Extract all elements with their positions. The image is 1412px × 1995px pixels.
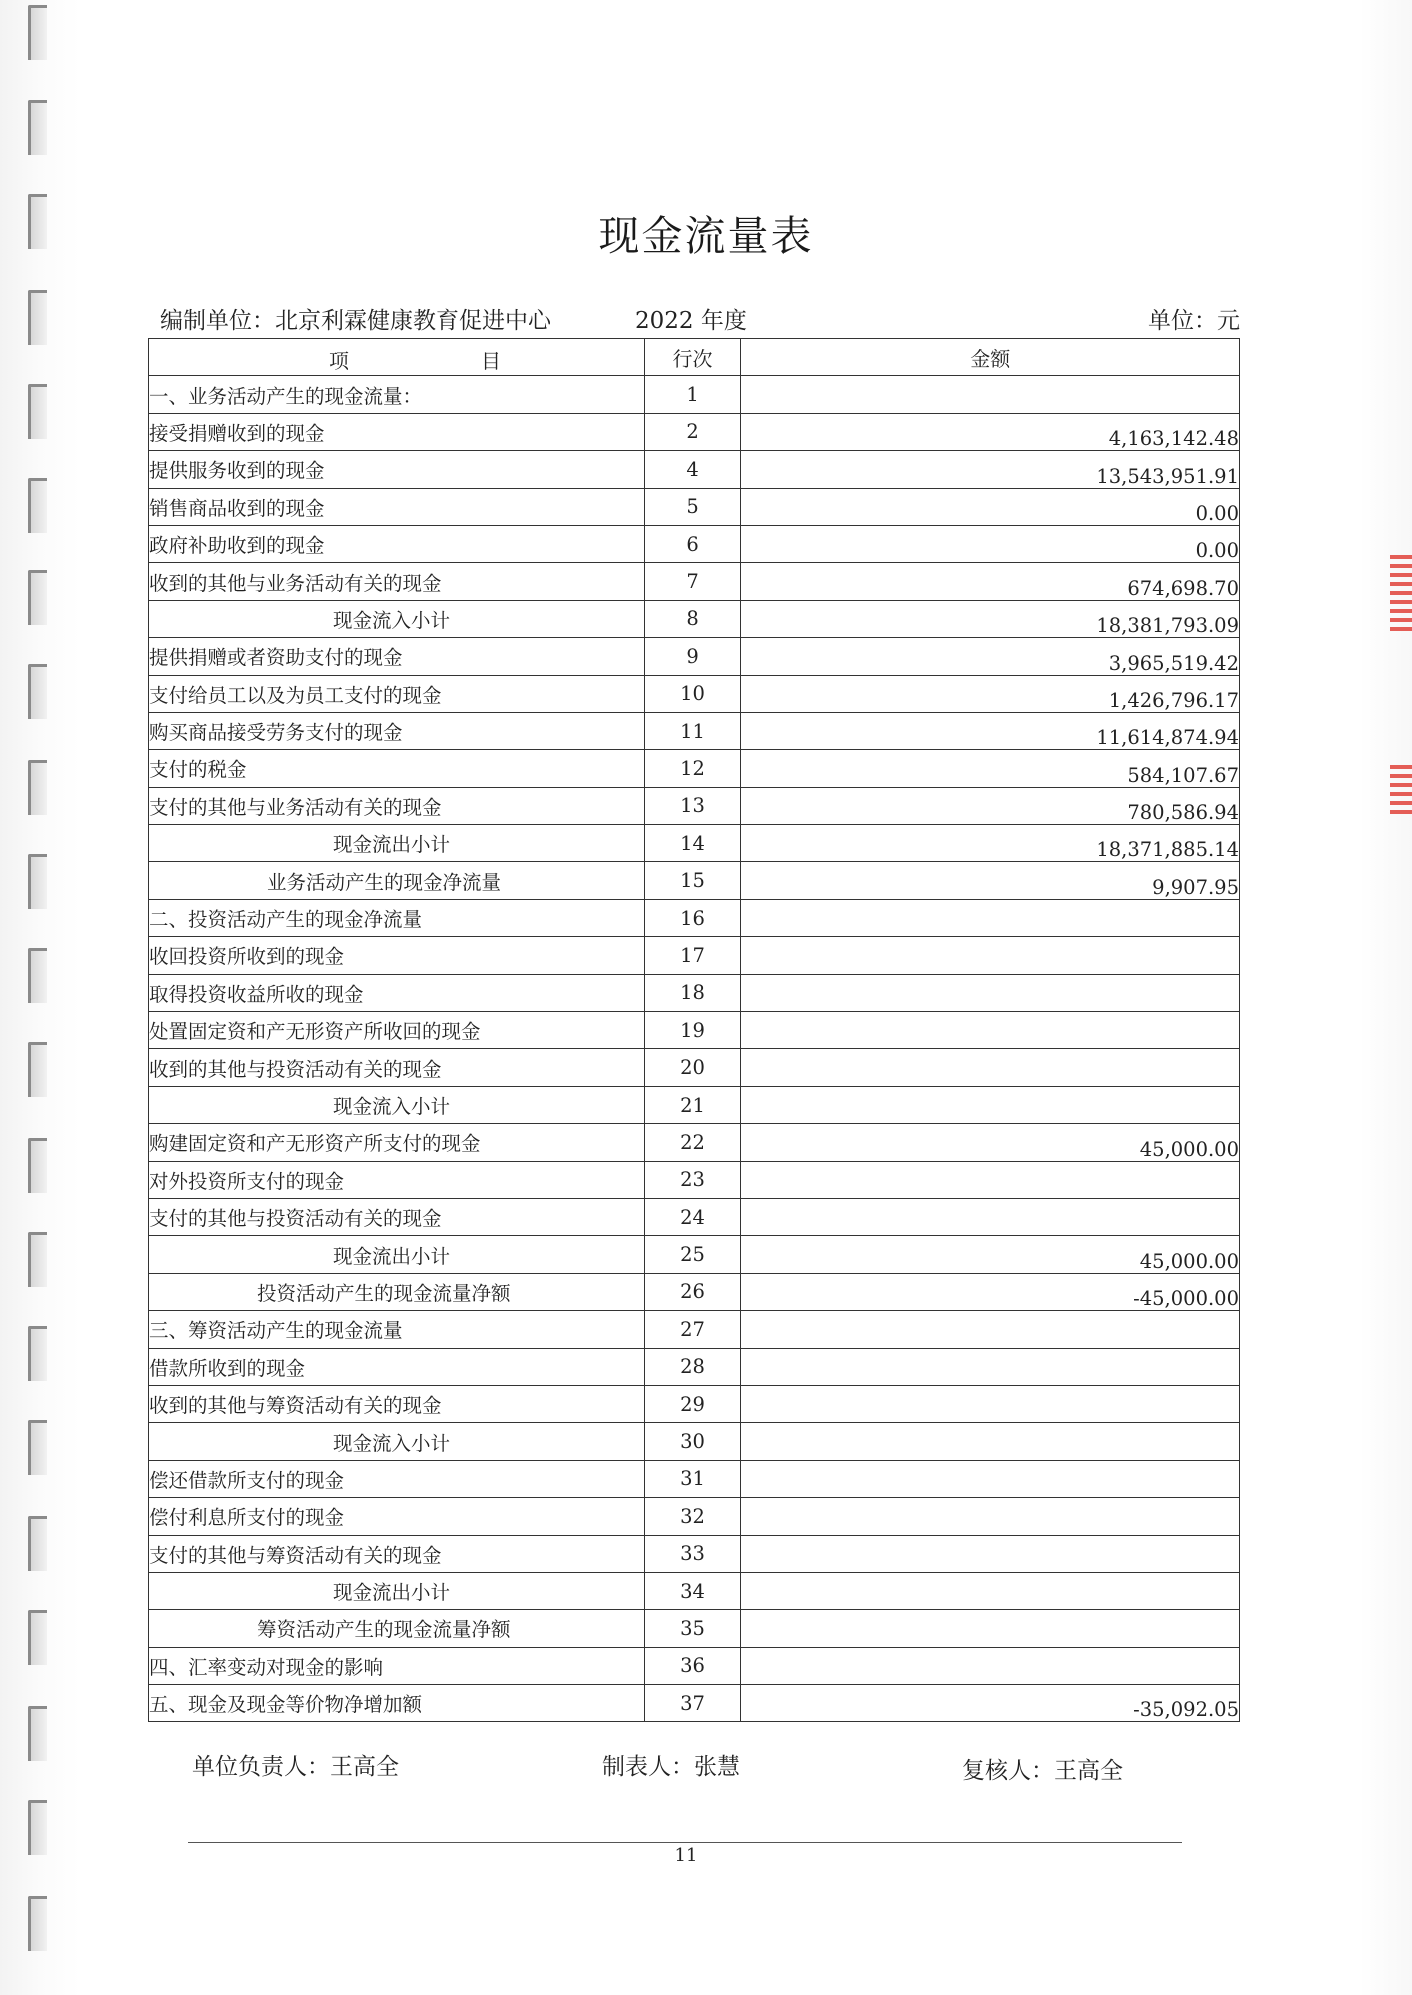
row-line-number: 36 xyxy=(644,1647,741,1684)
row-amount xyxy=(741,1161,1240,1198)
row-line-number: 17 xyxy=(644,937,741,974)
table-row xyxy=(149,675,1240,712)
row-amount: 1,426,796.17 xyxy=(741,675,1240,712)
table-row xyxy=(149,1685,1240,1722)
row-line-number: 19 xyxy=(644,1012,741,1049)
table-row xyxy=(149,376,1240,413)
table-row xyxy=(149,1198,1240,1235)
header-item xyxy=(149,339,645,376)
row-amount: 780,586.94 xyxy=(741,787,1240,824)
row-item-label: 销售商品收到的现金 xyxy=(149,488,645,525)
row-item-label: 支付的其他与业务活动有关的现金 xyxy=(149,787,645,824)
row-amount xyxy=(741,376,1240,413)
table-row xyxy=(149,563,1240,600)
row-item-label: 提供捐赠或者资助支付的现金 xyxy=(149,638,645,675)
row-line-number: 31 xyxy=(644,1460,741,1497)
row-amount xyxy=(741,899,1240,936)
row-amount xyxy=(741,1610,1240,1647)
table-row xyxy=(149,1610,1240,1647)
row-amount: -45,000.00 xyxy=(741,1273,1240,1310)
table-row xyxy=(149,1498,1240,1535)
row-item-label: 购建固定资和产无形资产所支付的现金 xyxy=(149,1124,645,1161)
footer-divider xyxy=(188,1842,1182,1843)
binding-hole-mark xyxy=(28,664,47,719)
table-row xyxy=(149,1012,1240,1049)
table-row xyxy=(149,1647,1240,1684)
row-item-label: 支付的其他与筹资活动有关的现金 xyxy=(149,1535,645,1572)
row-item-label: 收到的其他与筹资活动有关的现金 xyxy=(149,1385,645,1422)
row-item-label: 现金流入小计 xyxy=(149,1423,645,1460)
row-amount: 0.00 xyxy=(741,525,1240,562)
row-line-number: 1 xyxy=(644,376,741,413)
row-amount xyxy=(741,1498,1240,1535)
table-row xyxy=(149,1348,1240,1385)
row-line-number: 20 xyxy=(644,1049,741,1086)
row-item-label: 偿付利息所支付的现金 xyxy=(149,1498,645,1535)
table-row xyxy=(149,750,1240,787)
row-amount xyxy=(741,1423,1240,1460)
row-item-label: 二、投资活动产生的现金净流量 xyxy=(149,899,645,936)
row-item-label: 收回投资所收到的现金 xyxy=(149,937,645,974)
binding-hole-mark xyxy=(28,1138,47,1193)
row-item-label: 对外投资所支付的现金 xyxy=(149,1161,645,1198)
table-row xyxy=(149,1572,1240,1609)
row-item-label: 收到的其他与投资活动有关的现金 xyxy=(149,1049,645,1086)
binding-hole-mark xyxy=(28,5,47,60)
row-item-label: 收到的其他与业务活动有关的现金 xyxy=(149,563,645,600)
reviewer-signature: 复核人：王高全 xyxy=(962,1758,1123,1784)
preparer-signature: 制表人：张慧 xyxy=(602,1754,740,1780)
table-row xyxy=(149,1161,1240,1198)
table-row xyxy=(149,600,1240,637)
table-row xyxy=(149,787,1240,824)
row-amount xyxy=(741,1049,1240,1086)
row-item-label: 支付给员工以及为员工支付的现金 xyxy=(149,675,645,712)
row-amount: 45,000.00 xyxy=(741,1124,1240,1161)
row-amount xyxy=(741,1385,1240,1422)
row-line-number: 24 xyxy=(644,1198,741,1235)
organization-label: 编制单位：北京利霖健康教育促进中心 xyxy=(160,308,551,334)
row-amount xyxy=(741,1460,1240,1497)
row-item-label: 现金流出小计 xyxy=(149,825,645,862)
row-line-number: 8 xyxy=(644,600,741,637)
row-amount: 18,381,793.09 xyxy=(741,600,1240,637)
row-item-label: 支付的其他与投资活动有关的现金 xyxy=(149,1198,645,1235)
row-item-label: 支付的税金 xyxy=(149,750,645,787)
currency-unit-label: 单位：元 xyxy=(1148,308,1240,334)
table-row xyxy=(149,525,1240,562)
binding-hole-mark xyxy=(28,290,47,345)
row-amount: 674,698.70 xyxy=(741,563,1240,600)
row-line-number: 28 xyxy=(644,1348,741,1385)
table-row xyxy=(149,1273,1240,1310)
table-row xyxy=(149,1423,1240,1460)
row-amount: 4,163,142.48 xyxy=(741,413,1240,450)
binding-holes xyxy=(22,0,52,1995)
row-amount xyxy=(741,1535,1240,1572)
document-meta xyxy=(160,298,1240,338)
row-item-label: 处置固定资和产无形资产所收回的现金 xyxy=(149,1012,645,1049)
row-line-number: 13 xyxy=(644,787,741,824)
page-number: 11 xyxy=(674,1845,698,1866)
row-item-label: 现金流入小计 xyxy=(149,1086,645,1123)
signature-row xyxy=(0,1748,1412,1788)
binding-hole-mark xyxy=(28,1896,47,1951)
row-line-number: 34 xyxy=(644,1572,741,1609)
table-row xyxy=(149,1385,1240,1422)
binding-hole-mark xyxy=(28,1516,47,1571)
row-amount xyxy=(741,1572,1240,1609)
row-line-number: 18 xyxy=(644,974,741,1011)
row-amount xyxy=(741,1311,1240,1348)
table-row xyxy=(149,712,1240,749)
table-row xyxy=(149,1236,1240,1273)
row-line-number: 9 xyxy=(644,638,741,675)
unit-head-signature: 单位负责人：王高全 xyxy=(192,1754,399,1780)
row-line-number: 15 xyxy=(644,862,741,899)
binding-hole-mark xyxy=(28,1042,47,1097)
row-item-label: 现金流出小计 xyxy=(149,1236,645,1273)
row-line-number: 23 xyxy=(644,1161,741,1198)
row-amount: 45,000.00 xyxy=(741,1236,1240,1273)
binding-hole-mark xyxy=(28,100,47,155)
binding-hole-mark xyxy=(28,570,47,625)
row-item-label: 购买商品接受劳务支付的现金 xyxy=(149,712,645,749)
table-row xyxy=(149,825,1240,862)
row-line-number: 11 xyxy=(644,712,741,749)
row-amount xyxy=(741,1198,1240,1235)
binding-hole-mark xyxy=(28,384,47,439)
red-seal-fragment-upper xyxy=(1390,555,1412,635)
row-amount: 18,371,885.14 xyxy=(741,825,1240,862)
row-amount: -35,092.05 xyxy=(741,1685,1240,1722)
table-row xyxy=(149,413,1240,450)
row-line-number: 35 xyxy=(644,1610,741,1647)
binding-hole-mark xyxy=(28,1326,47,1381)
row-line-number: 32 xyxy=(644,1498,741,1535)
row-line-number: 10 xyxy=(644,675,741,712)
table-row xyxy=(149,638,1240,675)
row-amount: 9,907.95 xyxy=(741,862,1240,899)
row-item-label: 偿还借款所支付的现金 xyxy=(149,1460,645,1497)
row-item-label: 业务活动产生的现金净流量 xyxy=(149,862,645,899)
row-line-number: 4 xyxy=(644,451,741,488)
row-item-label: 提供服务收到的现金 xyxy=(149,451,645,488)
cash-flow-table xyxy=(148,338,1240,1722)
row-line-number: 14 xyxy=(644,825,741,862)
row-amount xyxy=(741,974,1240,1011)
table-row xyxy=(149,451,1240,488)
table-row xyxy=(149,937,1240,974)
row-amount xyxy=(741,1647,1240,1684)
row-item-label: 政府补助收到的现金 xyxy=(149,525,645,562)
row-amount: 11,614,874.94 xyxy=(741,712,1240,749)
row-amount xyxy=(741,1348,1240,1385)
row-item-label: 接受捐赠收到的现金 xyxy=(149,413,645,450)
row-amount xyxy=(741,1086,1240,1123)
row-item-label: 四、汇率变动对现金的影响 xyxy=(149,1647,645,1684)
row-item-label: 五、现金及现金等价物净增加额 xyxy=(149,1685,645,1722)
row-amount: 584,107.67 xyxy=(741,750,1240,787)
header-amount: 金额 xyxy=(741,339,1240,376)
row-amount: 3,965,519.42 xyxy=(741,638,1240,675)
row-line-number: 37 xyxy=(644,1685,741,1722)
binding-hole-mark xyxy=(28,1420,47,1475)
row-item-label: 借款所收到的现金 xyxy=(149,1348,645,1385)
table-row xyxy=(149,1124,1240,1161)
table-row xyxy=(149,1049,1240,1086)
table-header-row xyxy=(149,339,1240,376)
row-item-label: 筹资活动产生的现金流量净额 xyxy=(149,1610,645,1647)
binding-hole-mark xyxy=(28,478,47,533)
binding-hole-mark xyxy=(28,1232,47,1287)
binding-hole-mark xyxy=(28,948,47,1003)
row-line-number: 12 xyxy=(644,750,741,787)
row-item-label: 一、业务活动产生的现金流量： xyxy=(149,376,645,413)
row-line-number: 7 xyxy=(644,563,741,600)
header-item-char-1: 项 xyxy=(329,349,349,373)
row-item-label: 三、筹资活动产生的现金流量 xyxy=(149,1311,645,1348)
fiscal-year-label: 2022 年度 xyxy=(635,308,747,334)
row-line-number: 5 xyxy=(644,488,741,525)
row-amount xyxy=(741,937,1240,974)
table-row xyxy=(149,899,1240,936)
row-amount: 0.00 xyxy=(741,488,1240,525)
table-row xyxy=(149,1311,1240,1348)
table-row xyxy=(149,1535,1240,1572)
row-item-label: 现金流入小计 xyxy=(149,600,645,637)
row-item-label: 取得投资收益所收的现金 xyxy=(149,974,645,1011)
table-row xyxy=(149,974,1240,1011)
row-line-number: 29 xyxy=(644,1385,741,1422)
row-line-number: 2 xyxy=(644,413,741,450)
row-line-number: 21 xyxy=(644,1086,741,1123)
binding-hole-mark xyxy=(28,1610,47,1665)
table-row xyxy=(149,488,1240,525)
header-item-char-2: 目 xyxy=(481,349,501,373)
row-line-number: 22 xyxy=(644,1124,741,1161)
red-seal-fragment-lower xyxy=(1390,765,1412,815)
binding-hole-mark xyxy=(28,854,47,909)
row-item-label: 现金流出小计 xyxy=(149,1572,645,1609)
binding-hole-mark xyxy=(28,760,47,815)
row-line-number: 27 xyxy=(644,1311,741,1348)
row-amount: 13,543,951.91 xyxy=(741,451,1240,488)
row-line-number: 6 xyxy=(644,525,741,562)
document-title: 现金流量表 xyxy=(598,212,814,260)
table-row xyxy=(149,862,1240,899)
row-line-number: 33 xyxy=(644,1535,741,1572)
header-line-number: 行次 xyxy=(644,339,741,376)
row-line-number: 16 xyxy=(644,899,741,936)
row-amount xyxy=(741,1012,1240,1049)
table-row xyxy=(149,1086,1240,1123)
row-line-number: 30 xyxy=(644,1423,741,1460)
table-row xyxy=(149,1460,1240,1497)
row-line-number: 26 xyxy=(644,1273,741,1310)
row-line-number: 25 xyxy=(644,1236,741,1273)
row-item-label: 投资活动产生的现金流量净额 xyxy=(149,1273,645,1310)
